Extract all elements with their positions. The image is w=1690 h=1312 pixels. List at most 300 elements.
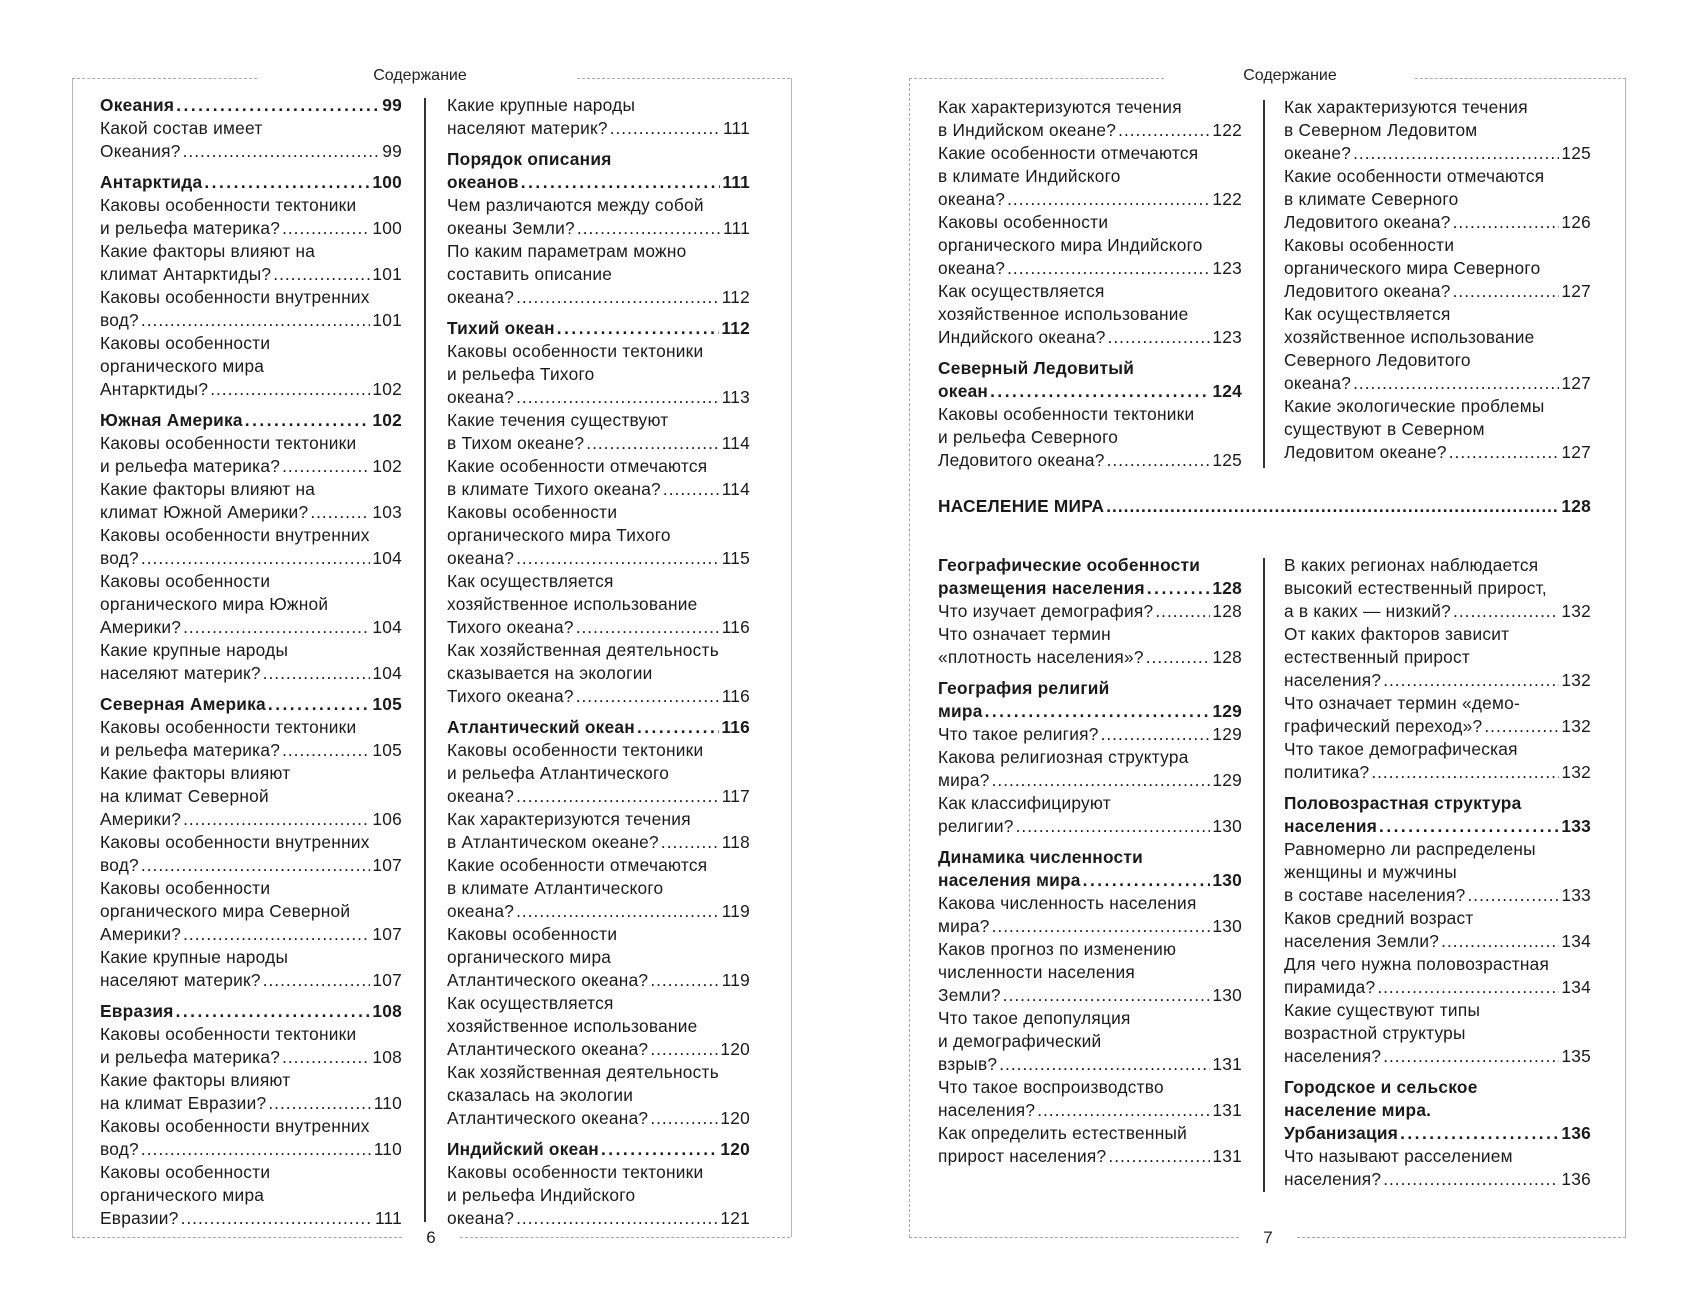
- toc-line-text: климат Южной Америки?: [100, 502, 309, 522]
- toc-line: [1284, 623, 1591, 646]
- toc-line: [1284, 1145, 1591, 1168]
- toc-question-entry: [1284, 395, 1591, 464]
- leader-dots: [282, 217, 370, 240]
- toc-question-entry: [938, 1007, 1242, 1076]
- leader-dots: [650, 1038, 718, 1061]
- toc-page-number: 116: [721, 617, 750, 637]
- toc-line-text: графический переход»?: [1284, 716, 1483, 736]
- toc-line: [1284, 1168, 1591, 1191]
- toc-page-number: 108: [372, 1047, 402, 1067]
- toc-line: [447, 1084, 750, 1107]
- running-header-left: Содержание: [373, 67, 467, 84]
- toc-page-number: 102: [372, 410, 402, 430]
- toc-question-entry: [447, 639, 750, 708]
- toc-question-entry: [938, 746, 1242, 792]
- toc-question-entry: [100, 570, 402, 639]
- toc-line-text: океана?: [1284, 373, 1352, 393]
- leader-dots: [183, 140, 381, 163]
- toc-question-entry: [1284, 165, 1591, 234]
- toc-line-text: органического мира: [100, 1185, 265, 1205]
- toc-question-entry: [100, 524, 402, 570]
- toc-question-entry: [100, 286, 402, 332]
- toc-question-entry: [938, 600, 1242, 623]
- toc-question-entry: [1284, 554, 1591, 623]
- toc-line-text: От каких факторов зависит: [1284, 624, 1510, 644]
- leader-dots: [999, 1053, 1210, 1076]
- toc-section-heading: [447, 716, 750, 739]
- toc-line: [100, 355, 402, 378]
- toc-line: [100, 332, 402, 355]
- toc-line-text: Как характеризуются течения: [1284, 97, 1528, 117]
- toc-line-text: населения мира: [938, 870, 1081, 890]
- toc-line-text: Северный Ледовитый: [938, 358, 1135, 378]
- left-bottom-rule-b: [460, 1237, 790, 1238]
- leader-dots: [521, 171, 721, 194]
- toc-line: [938, 769, 1242, 792]
- toc-column-1: [100, 94, 402, 1230]
- toc-page-number: 124: [1212, 381, 1242, 401]
- toc-page-number: 123: [1212, 258, 1242, 278]
- toc-line: [447, 616, 750, 639]
- leader-dots: [282, 455, 370, 478]
- toc-page-number: 104: [372, 663, 402, 683]
- toc-line: [1284, 861, 1591, 884]
- toc-question-entry: [1284, 623, 1591, 692]
- right-page-frame-right: [1625, 78, 1626, 1237]
- toc-line: [938, 1053, 1242, 1076]
- toc-line-text: Атлантического океана?: [447, 970, 649, 990]
- toc-line-text: органического мира Южной: [100, 594, 329, 614]
- part-leader-dots: [1106, 496, 1559, 517]
- toc-line: [100, 524, 402, 547]
- toc-line-text: Каковы особенности тектоники: [938, 404, 1195, 424]
- leader-dots: [1383, 669, 1559, 692]
- leader-dots: [516, 785, 720, 808]
- toc-line: [100, 877, 402, 900]
- toc-page-number: 120: [720, 1108, 750, 1128]
- toc-line-text: Индийского океана?: [938, 327, 1106, 347]
- toc-line: [1284, 999, 1591, 1022]
- toc-line: [100, 1046, 402, 1069]
- toc-line: [100, 409, 402, 432]
- toc-line: [447, 524, 750, 547]
- toc-line-text: в Атлантическом океане?: [447, 832, 659, 852]
- toc-line: [447, 946, 750, 969]
- toc-line: [938, 554, 1242, 577]
- toc-line-text: Что такое демографическая: [1284, 739, 1518, 759]
- toc-line-text: населения?: [1284, 1046, 1382, 1066]
- leader-dots: [1400, 1122, 1559, 1145]
- toc-line: [447, 593, 750, 616]
- toc-line-text: В каких регионах наблюдается: [1284, 555, 1539, 575]
- toc-line: [100, 455, 402, 478]
- toc-line: [1284, 257, 1591, 280]
- toc-line: [100, 946, 402, 969]
- toc-line-text: Каковы особенности: [447, 502, 618, 522]
- toc-line: [100, 1138, 402, 1161]
- toc-line-text: в климате Северного: [1284, 189, 1459, 209]
- toc-line-text: Что означает термин «демо-: [1284, 693, 1521, 713]
- toc-line: [938, 623, 1242, 646]
- toc-line-text: Каковы особенности: [100, 878, 271, 898]
- toc-page-number: 132: [1561, 762, 1591, 782]
- toc-line: [938, 600, 1242, 623]
- toc-line: [1284, 815, 1591, 838]
- toc-page-number: 103: [372, 502, 402, 522]
- toc-section-heading: [447, 148, 750, 194]
- toc-line-text: Каковы особенности: [100, 571, 271, 591]
- toc-line: [100, 140, 402, 163]
- toc-page-number: 134: [1561, 977, 1591, 997]
- leader-dots: [282, 1046, 370, 1069]
- toc-line: [938, 403, 1242, 426]
- toc-line-text: населения Земли?: [1284, 931, 1440, 951]
- toc-line-text: Северного Ледовитого: [1284, 350, 1471, 370]
- toc-line-text: Какие экологические проблемы: [1284, 396, 1545, 416]
- leader-dots: [990, 380, 1210, 403]
- toc-line: [100, 662, 402, 685]
- toc-page-number: 129: [1212, 701, 1242, 721]
- toc-line: [447, 194, 750, 217]
- toc-line: [447, 317, 750, 340]
- toc-line: [100, 716, 402, 739]
- toc-line-text: органического мира Индийского: [938, 235, 1203, 255]
- toc-page-number: 112: [721, 287, 750, 307]
- toc-section-heading: [938, 846, 1242, 892]
- toc-line-text: естественный прирост: [1284, 647, 1471, 667]
- toc-line-text: климат Антарктиды?: [100, 264, 272, 284]
- toc-question-entry: [938, 892, 1242, 938]
- toc-page-number: 110: [373, 1093, 402, 1113]
- toc-line: [938, 280, 1242, 303]
- toc-line: [938, 984, 1242, 1007]
- toc-line-text: Какие существуют типы: [1284, 1000, 1481, 1020]
- toc-line-text: сказывается на экологии: [447, 663, 653, 683]
- toc-line: [100, 854, 402, 877]
- toc-line: [100, 1115, 402, 1138]
- toc-line: [938, 1145, 1242, 1168]
- toc-line-text: населяют материк?: [100, 663, 261, 683]
- right-bottom-rule-b: [1297, 1237, 1626, 1238]
- toc-line-text: Равномерно ли распределены: [1284, 839, 1536, 859]
- toc-page-number: 108: [372, 1001, 402, 1021]
- toc-line-text: населения?: [1284, 1169, 1382, 1189]
- toc-line-text: Как осуществляется: [447, 993, 614, 1013]
- toc-line-text: Какой состав имеет: [100, 118, 263, 138]
- toc-line: [938, 1076, 1242, 1099]
- toc-section-heading: [938, 677, 1242, 723]
- leader-dots: [183, 616, 370, 639]
- toc-line: [938, 723, 1242, 746]
- leader-dots: [1383, 1168, 1559, 1191]
- toc-line: [447, 217, 750, 240]
- toc-line: [100, 547, 402, 570]
- toc-line: [1284, 600, 1591, 623]
- right-top-rule-b: [1415, 78, 1626, 79]
- toc-line: [100, 1000, 402, 1023]
- toc-line-text: Каковы особенности: [1284, 235, 1455, 255]
- leader-dots: [1108, 326, 1211, 349]
- toc-page-number: 119: [721, 901, 750, 921]
- toc-question-entry: [447, 501, 750, 570]
- toc-line-text: Индийский океан: [447, 1139, 599, 1159]
- toc-line-text: Каковы особенности: [100, 333, 271, 353]
- toc-page-number: 116: [721, 686, 750, 706]
- toc-page-number: 105: [372, 740, 402, 760]
- toc-line-text: океан: [938, 381, 989, 401]
- toc-page-number: 130: [1212, 870, 1242, 890]
- leader-dots: [183, 808, 370, 831]
- toc-line: [447, 923, 750, 946]
- toc-line-text: Тихий океан: [447, 318, 555, 338]
- toc-line: [447, 1207, 750, 1230]
- toc-line-text: вод?: [100, 548, 139, 568]
- leader-dots: [557, 317, 720, 340]
- toc-line-text: хозяйственное использование: [447, 594, 698, 614]
- toc-question-entry: [938, 96, 1242, 142]
- toc-line: [100, 240, 402, 263]
- toc-page-number: 130: [1212, 816, 1242, 836]
- toc-line-text: Как осуществляется: [938, 281, 1105, 301]
- leader-dots: [1146, 646, 1211, 669]
- toc-line: [938, 142, 1242, 165]
- toc-column-4: [1284, 96, 1591, 464]
- toc-line-text: взрыв?: [938, 1054, 998, 1074]
- toc-line-text: хозяйственное использование: [938, 304, 1189, 324]
- toc-line: [447, 716, 750, 739]
- toc-line-text: Океания: [100, 95, 175, 115]
- toc-line-text: Как определить естественный: [938, 1123, 1188, 1143]
- toc-line-text: Какова численность населения: [938, 893, 1197, 913]
- toc-page-number: 102: [372, 379, 402, 399]
- toc-line: [1284, 119, 1591, 142]
- leader-dots: [1453, 211, 1560, 234]
- toc-line: [447, 455, 750, 478]
- toc-line: [1284, 953, 1591, 976]
- toc-line: [447, 662, 750, 685]
- toc-line: [100, 969, 402, 992]
- leader-dots: [516, 386, 720, 409]
- leader-dots: [650, 1107, 718, 1130]
- toc-question-entry: [1284, 692, 1591, 738]
- toc-question-entry: [1284, 953, 1591, 999]
- toc-line: [938, 892, 1242, 915]
- toc-line: [447, 286, 750, 309]
- toc-line: [447, 409, 750, 432]
- toc-line: [100, 593, 402, 616]
- toc-line: [100, 1092, 402, 1115]
- toc-line: [100, 831, 402, 854]
- toc-column-2: [447, 94, 750, 1230]
- leader-dots: [1377, 976, 1559, 999]
- toc-line-text: Каковы особенности тектоники: [447, 341, 704, 361]
- leader-dots: [183, 923, 370, 946]
- part-heading: [938, 496, 1591, 517]
- leader-dots: [1155, 600, 1210, 623]
- leader-dots: [637, 716, 719, 739]
- toc-line: [1284, 1122, 1591, 1145]
- toc-line: [447, 785, 750, 808]
- toc-line-text: Океания?: [100, 141, 181, 161]
- toc-line: [100, 639, 402, 662]
- toc-line-text: Каковы особенности внутренних: [100, 1116, 370, 1136]
- toc-page-number: 107: [372, 970, 402, 990]
- leader-dots: [141, 547, 370, 570]
- toc-line-text: сказалась на экологии: [447, 1085, 634, 1105]
- toc-column-6: [1284, 554, 1591, 1191]
- toc-line-text: Ледовитого океана?: [938, 450, 1105, 470]
- toc-line-text: Как хозяйственная деятельность: [447, 1062, 719, 1082]
- toc-section-heading: [1284, 1076, 1591, 1145]
- toc-page-number: 111: [374, 1208, 402, 1228]
- toc-line: [447, 386, 750, 409]
- leader-dots: [141, 309, 370, 332]
- toc-line-text: мира?: [938, 770, 990, 790]
- toc-section-heading: [447, 1138, 750, 1161]
- toc-question-entry: [938, 403, 1242, 472]
- toc-line: [100, 501, 402, 524]
- toc-line-text: Евразии?: [100, 1208, 179, 1228]
- toc-line-text: Каковы особенности тектоники: [447, 740, 704, 760]
- toc-line-text: Чем различаются между собой: [447, 195, 704, 215]
- toc-line: [938, 119, 1242, 142]
- leader-dots: [985, 700, 1211, 723]
- toc-line: [938, 165, 1242, 188]
- toc-line-text: Что изучает демография?: [938, 601, 1154, 621]
- toc-line: [447, 685, 750, 708]
- toc-line: [1284, 303, 1591, 326]
- toc-question-entry: [938, 938, 1242, 1007]
- toc-page-number: 100: [372, 218, 402, 238]
- toc-line: [447, 831, 750, 854]
- toc-section-heading: [100, 693, 402, 716]
- page-number-right: 7: [1263, 1228, 1273, 1247]
- toc-page-number: 121: [720, 1208, 750, 1228]
- leader-dots: [1453, 600, 1559, 623]
- toc-line: [1284, 738, 1591, 761]
- toc-page-number: 114: [721, 433, 750, 453]
- toc-line: [1284, 646, 1591, 669]
- toc-line: [1284, 715, 1591, 738]
- toc-page-number: 120: [720, 1139, 750, 1159]
- toc-line: [100, 1184, 402, 1207]
- leader-dots: [141, 854, 370, 877]
- toc-line-text: Америки?: [100, 924, 182, 944]
- toc-line: [100, 378, 402, 401]
- toc-line-text: Каковы особенности тектоники: [100, 1024, 357, 1044]
- toc-line: [938, 646, 1242, 669]
- toc-line-text: населения?: [938, 1100, 1036, 1120]
- toc-line: [1284, 326, 1591, 349]
- toc-line: [938, 915, 1242, 938]
- leader-dots: [663, 478, 720, 501]
- toc-line: [100, 117, 402, 140]
- toc-line-text: и рельефа Атлантического: [447, 763, 670, 783]
- toc-line-text: размещения населения: [938, 578, 1145, 598]
- toc-question-entry: [100, 877, 402, 946]
- toc-question-entry: [100, 332, 402, 401]
- toc-line: [100, 808, 402, 831]
- toc-line: [938, 792, 1242, 815]
- toc-line: [447, 854, 750, 877]
- toc-line-text: органического мира Северного: [1284, 258, 1541, 278]
- toc-line-text: Ледовитом океане?: [1284, 442, 1447, 462]
- leader-dots: [1147, 577, 1211, 600]
- toc-line: [1284, 692, 1591, 715]
- toc-page-number: 130: [1212, 985, 1242, 1005]
- toc-line-text: Каковы особенности: [100, 1162, 271, 1182]
- toc-page-number: 129: [1212, 724, 1242, 744]
- toc-line-text: органического мира Тихого: [447, 525, 671, 545]
- leader-dots: [273, 263, 370, 286]
- toc-line: [100, 309, 402, 332]
- toc-line: [447, 94, 750, 117]
- toc-section-heading: [447, 317, 750, 340]
- toc-question-entry: [447, 1061, 750, 1130]
- toc-line: [447, 1184, 750, 1207]
- toc-page-number: 132: [1561, 670, 1591, 690]
- toc-line: [938, 357, 1242, 380]
- toc-page-number: 125: [1212, 450, 1242, 470]
- leader-dots: [1371, 761, 1559, 784]
- toc-line: [1284, 188, 1591, 211]
- toc-line-text: Атлантического океана?: [447, 1039, 649, 1059]
- toc-page-number: 128: [1212, 601, 1242, 621]
- toc-line-text: Каковы особенности внутренних: [100, 832, 370, 852]
- toc-line-text: Какие особенности отмечаются: [938, 143, 1199, 163]
- toc-line-text: Какие течения существуют: [447, 410, 669, 430]
- toc-page-number: 107: [372, 924, 402, 944]
- toc-line-text: хозяйственное использование: [1284, 327, 1535, 347]
- toc-line-text: Как характеризуются течения: [938, 97, 1182, 117]
- toc-line-text: Каковы особенности тектоники: [447, 1162, 704, 1182]
- leader-dots: [576, 616, 720, 639]
- toc-line-text: Городское и сельское: [1284, 1077, 1478, 1097]
- toc-line-text: Какие факторы влияют на: [100, 241, 316, 261]
- toc-line: [100, 478, 402, 501]
- toc-line: [1284, 441, 1591, 464]
- toc-line: [447, 240, 750, 263]
- toc-page-number: 133: [1561, 816, 1591, 836]
- toc-line-text: Как осуществляется: [447, 571, 614, 591]
- leader-dots: [661, 831, 720, 854]
- toc-line-text: Как осуществляется: [1284, 304, 1451, 324]
- toc-line-text: политика?: [1284, 762, 1370, 782]
- toc-line-text: океана?: [938, 258, 1006, 278]
- toc-page-number: 99: [382, 95, 402, 115]
- toc-line-text: население мира.: [1284, 1100, 1432, 1120]
- toc-line: [447, 808, 750, 831]
- toc-line-text: Атлантического океана?: [447, 1108, 649, 1128]
- toc-line: [1284, 792, 1591, 815]
- toc-line: [447, 1138, 750, 1161]
- toc-line: [447, 117, 750, 140]
- toc-line-text: Америки?: [100, 809, 182, 829]
- toc-line-text: Что такое религия?: [938, 724, 1099, 744]
- toc-line-text: Каковы особенности внутренних: [100, 525, 370, 545]
- toc-line-text: в Индийском океане?: [938, 120, 1117, 140]
- toc-page-number: 105: [372, 694, 402, 714]
- toc-page-number: 115: [721, 548, 750, 568]
- toc-line: [1284, 669, 1591, 692]
- toc-question-entry: [938, 211, 1242, 280]
- toc-page-number: 110: [373, 1139, 402, 1159]
- toc-question-entry: [100, 831, 402, 877]
- toc-page-number: 120: [720, 1039, 750, 1059]
- toc-line: [938, 326, 1242, 349]
- toc-line: [1284, 761, 1591, 784]
- toc-page-number: 131: [1212, 1054, 1242, 1074]
